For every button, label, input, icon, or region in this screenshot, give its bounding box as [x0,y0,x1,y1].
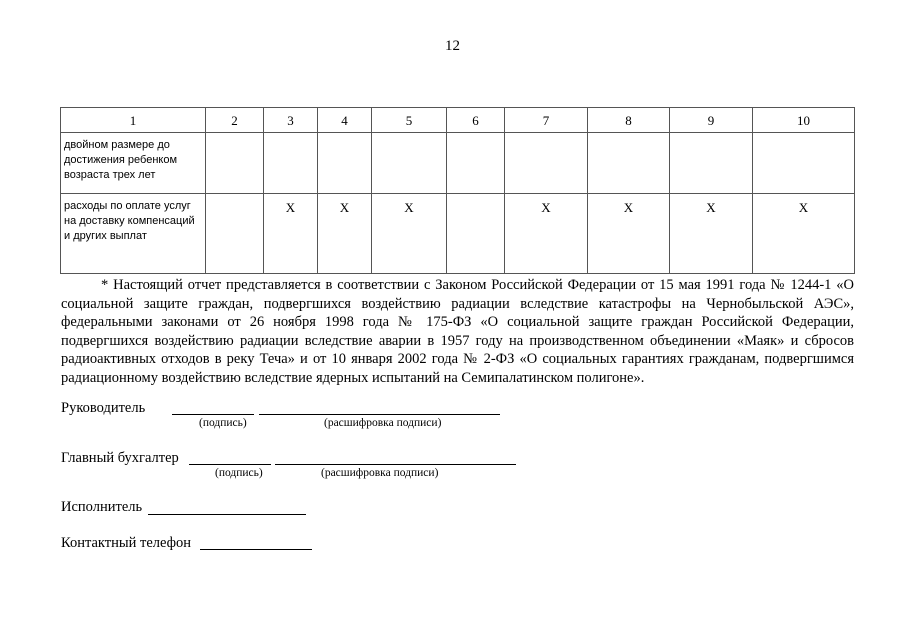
head-decoding-caption: (расшифровка подписи) [324,417,442,429]
executor-label: Исполнитель [61,499,143,515]
head-signature-field[interactable] [172,414,254,415]
column-header: 7 [505,108,588,133]
table-cell: X [318,194,372,274]
phone-label: Контактный телефон [61,535,192,551]
table-cell: X [670,194,753,274]
table-row [61,194,855,274]
column-header: 4 [318,108,372,133]
column-header: 1 [61,108,206,133]
table-cell [206,133,264,194]
table-cell [505,133,588,194]
table-cell: X [372,194,447,274]
table-cell [670,133,753,194]
table-header-row [61,108,855,133]
table-cell [318,133,372,194]
table-cell [264,133,318,194]
chief-accountant-signature-caption: (подпись) [215,467,263,479]
column-header: 5 [372,108,447,133]
head-label: Руководитель [61,400,146,416]
table-cell: X [505,194,588,274]
table-cell: X [588,194,670,274]
column-header: 6 [447,108,505,133]
chief-accountant-label: Главный бухгалтер [61,450,179,466]
table-cell [447,194,505,274]
table-cell [447,133,505,194]
footnote-text: * Настоящий отчет представляется в соответствии с Законом Российской Федерации от 15 мая 1991 года № 1244-1 «О социальной защите граждан, подвергшихся воздействию радиации вследствие катастрофы на Чернобыльской АЭС», федеральными законами от 26 ноября 1998 года № 175-ФЗ «О социальной защите граждан Российской Федерации, подвергшихся воздействию радиации вследствие аварии в 1957 году на производственном объединении «Маяк» и сбросов радиоактивных отходов в реку Теча» и от 10 января 2002 года № 2-ФЗ «О социальных гарантиях гражданам, подвергшимся радиационному воздействию вследствие ядерных испытаний на Семипалатинском полигоне». [61,277,854,386]
column-header: 9 [670,108,753,133]
table-cell [206,194,264,274]
chief-accountant-decoding-caption: (расшифровка подписи) [321,467,439,479]
table-cell [372,133,447,194]
row-label: двойном размере до достижения ребенком возраста трех лет [61,133,206,194]
table-row [61,133,855,194]
table-cell [753,133,855,194]
table-cell: X [264,194,318,274]
table-cell [588,133,670,194]
footnote [61,276,854,388]
chief-accountant-decoding-field[interactable] [275,464,516,465]
page-number: 12 [445,38,460,54]
column-header: 10 [753,108,855,133]
chief-accountant-signature-field[interactable] [189,464,271,465]
table-cell: X [753,194,855,274]
column-header: 3 [264,108,318,133]
head-signature-caption: (подпись) [199,417,247,429]
phone-field[interactable] [200,549,312,550]
head-decoding-field[interactable] [259,414,500,415]
executor-field[interactable] [148,514,306,515]
column-header: 2 [206,108,264,133]
row-label: расходы по оплате услуг на доставку компенсаций и других выплат [61,194,206,274]
report-table [60,107,855,274]
column-header: 8 [588,108,670,133]
